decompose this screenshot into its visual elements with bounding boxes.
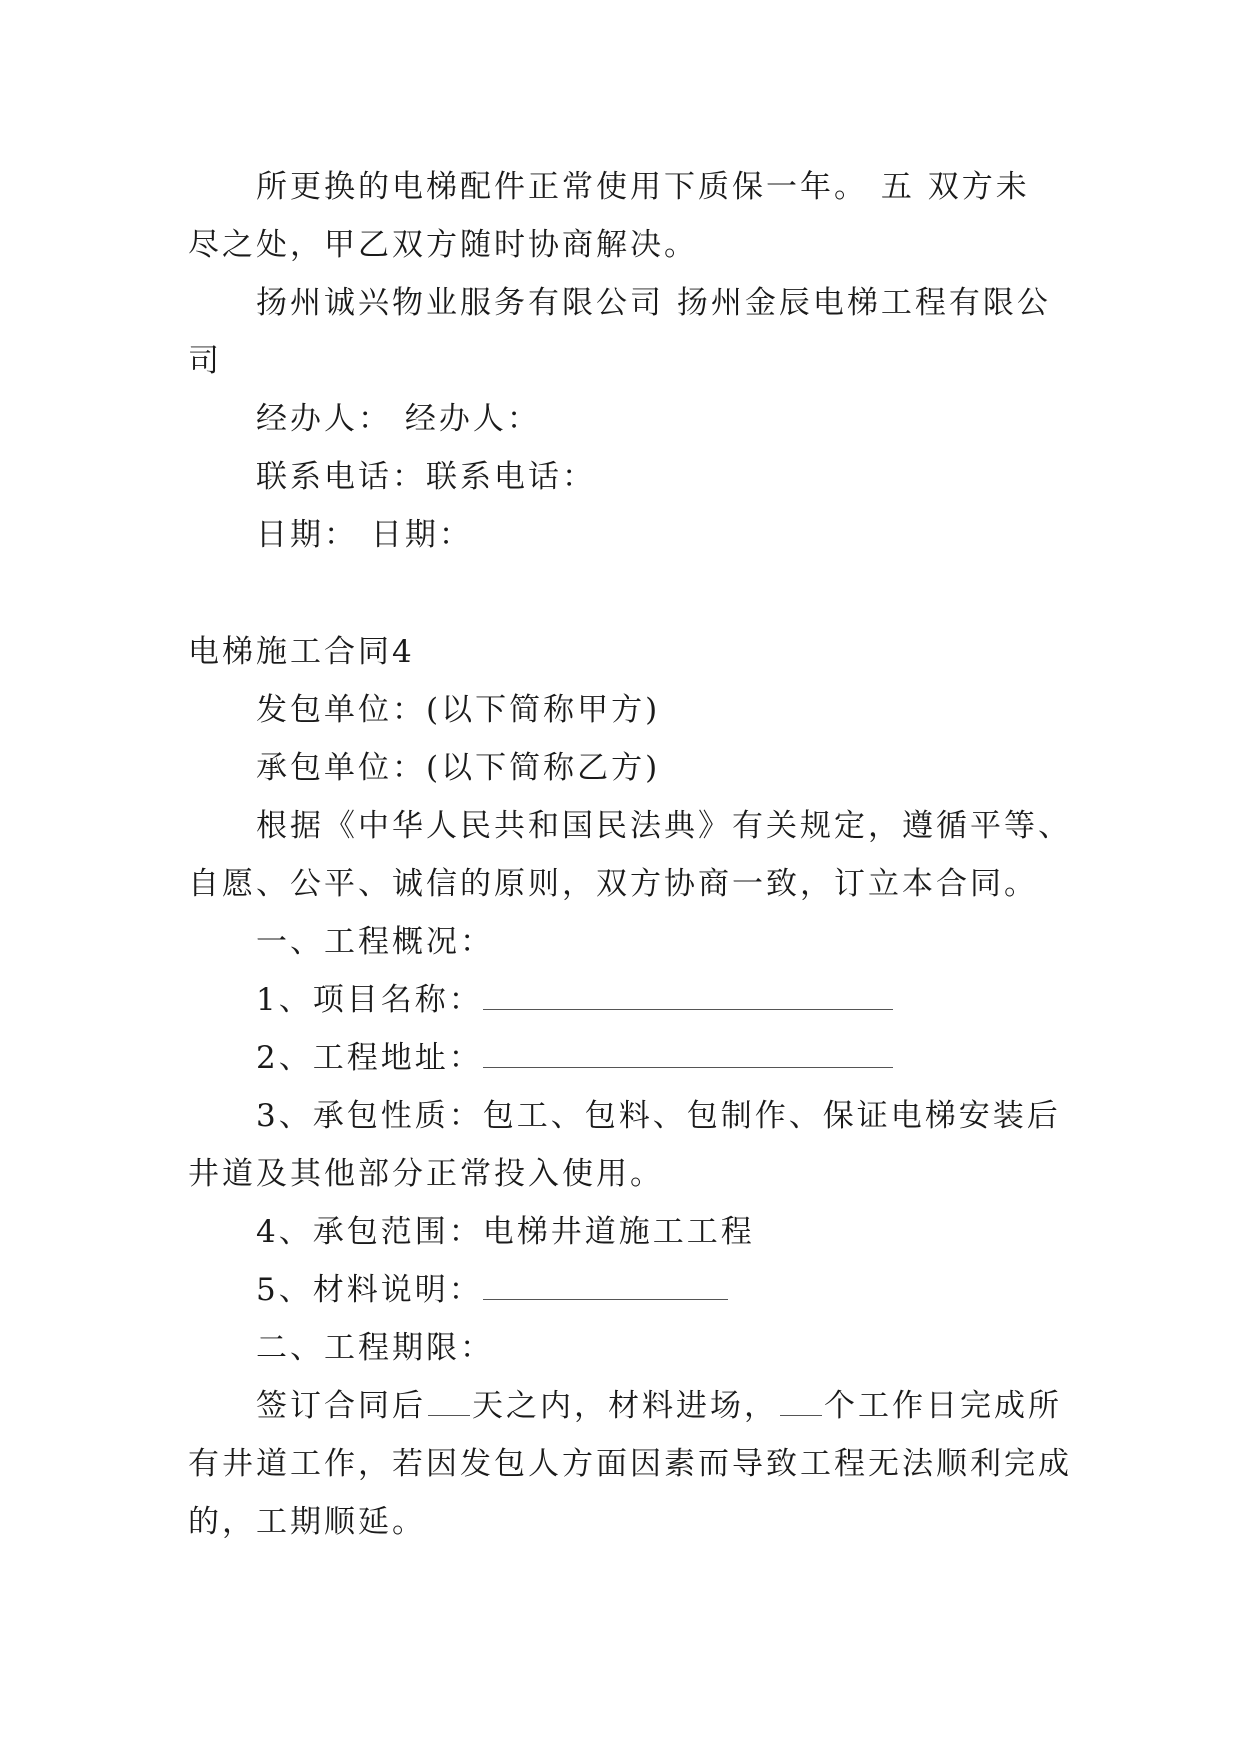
basis-line-2: 自愿、公平、诚信的原则，双方协商一致，订立本合同。 [188, 866, 1038, 902]
heading-project-overview: 一、工程概况： [256, 924, 494, 960]
item-project-address [188, 1029, 1068, 1087]
project-name-blank [483, 987, 893, 1010]
company-names-line-2: 司 [188, 343, 222, 379]
term-line-1 [188, 1377, 1068, 1435]
workdays-blank [780, 1393, 822, 1416]
item-project-address-label: 2、工程地址： [256, 1040, 483, 1076]
term-line-2: 有井道工作，若因发包人方面因素而导致工程无法顺利完成 [188, 1446, 1072, 1482]
item-project-name-label: 1、项目名称： [256, 982, 483, 1018]
section-gap [188, 564, 1068, 623]
heading-project-term: 二、工程期限： [256, 1330, 494, 1366]
section-title: 电梯施工合同4 [188, 634, 415, 670]
item-material-note [188, 1261, 1068, 1319]
term-part-1: 签订合同后 [256, 1388, 426, 1424]
paragraph-warranty-line-1: 所更换的电梯配件正常使用下质保一年。 五 双方未 [256, 169, 1030, 205]
date-line: 日期： 日期： [256, 517, 473, 553]
term-line-3: 的，工期顺延。 [188, 1504, 426, 1540]
paragraph-warranty-line-2: 尽之处，甲乙双方随时协商解决。 [188, 227, 698, 263]
contractor-line: 承包单位：(以下简称乙方) [256, 750, 661, 786]
days-blank [428, 1393, 470, 1416]
item-material-note-label: 5、材料说明： [256, 1272, 483, 1308]
item-contract-nature-line-2: 井道及其他部分正常投入使用。 [188, 1156, 664, 1192]
document-body [188, 158, 1072, 1551]
basis-line-1: 根据《中华人民共和国民法典》有关规定，遵循平等、 [256, 808, 1072, 844]
handler-line: 经办人： 经办人： [256, 401, 541, 437]
phone-line: 联系电话：联系电话： [256, 459, 596, 495]
item-contract-scope: 4、承包范围：电梯井道施工工程 [256, 1214, 755, 1250]
material-note-blank [483, 1277, 728, 1300]
project-address-blank [483, 1045, 893, 1068]
term-part-3: 个工作日完成所 [824, 1388, 1062, 1424]
item-contract-nature-line-1: 3、承包性质：包工、包料、包制作、保证电梯安装后 [256, 1098, 1061, 1134]
issuer-line: 发包单位：(以下简称甲方) [256, 692, 661, 728]
item-project-name [188, 971, 1068, 1029]
term-part-2: 天之内，材料进场， [472, 1388, 778, 1424]
company-names-line-1: 扬州诚兴物业服务有限公司 扬州金辰电梯工程有限公 [256, 285, 1051, 321]
